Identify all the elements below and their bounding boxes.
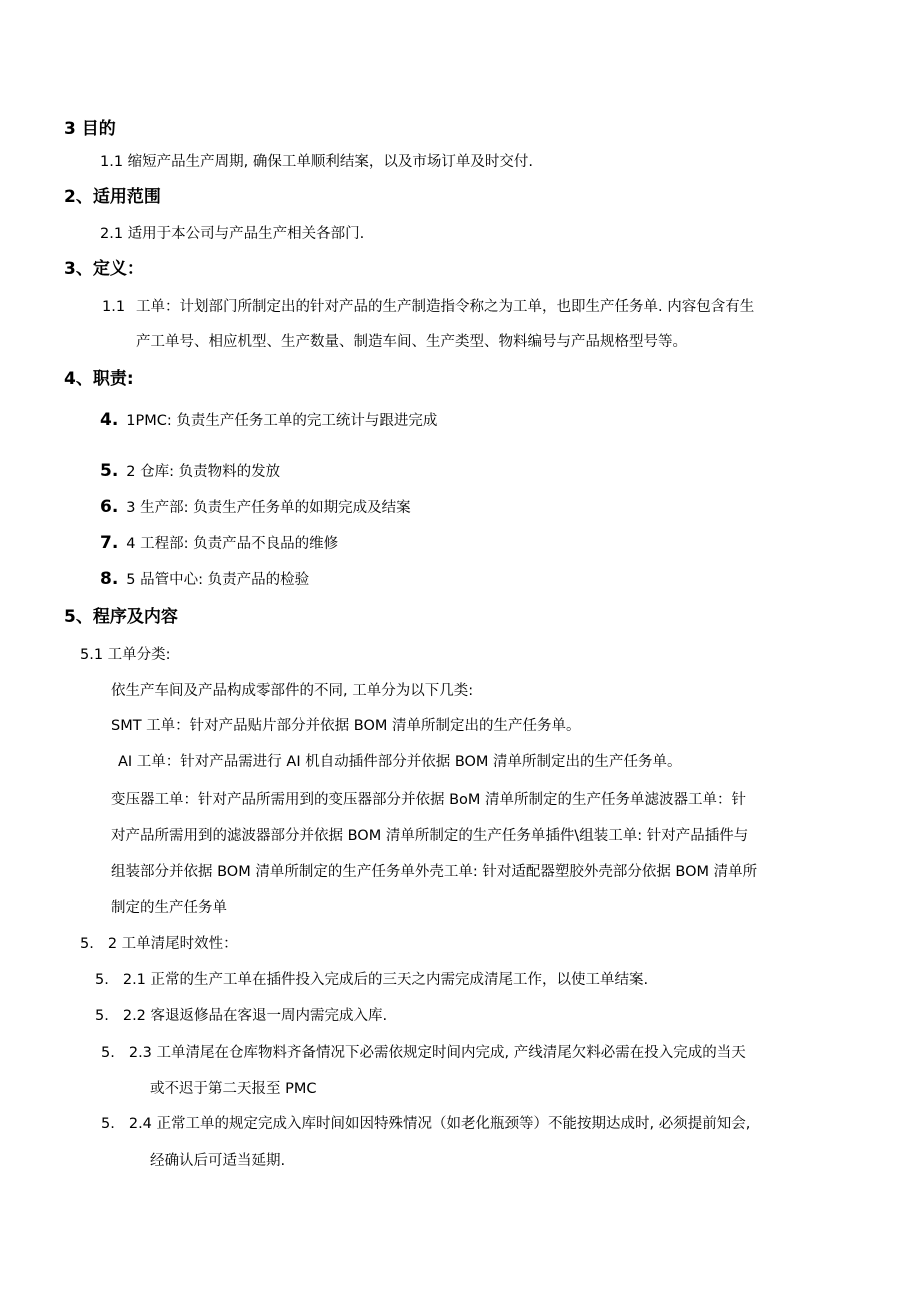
subheading-work-order-types: 5.1 工单分类: xyxy=(80,647,171,663)
cleanup-item xyxy=(101,1043,746,1063)
purpose-item: 1.1 缩短产品生产周期, 确保工单顺利结案，以及市场订单及时交付. xyxy=(100,154,533,170)
heading-responsibilities: 4、职责: xyxy=(64,369,134,389)
cleanup-item-text: 2.3 工单清尾在仓库物料齐备情况下必需依规定时间内完成, 产线清尾欠料必需在投入完成的当天 xyxy=(128,1045,746,1061)
work-order-paragraph-line: 对产品所需用到的滤波器部分并依据 BOM 清单所制定的生产任务单插件\组装工单: 针对产品插件与 xyxy=(111,828,749,844)
cleanup-item-number: 5. xyxy=(101,1045,115,1061)
work-order-paragraph-line: 组装部分并依据 BOM 清单所制定的生产任务单外壳工单: 针对适配器塑胶外壳部分依据 BOM 清单所 xyxy=(111,864,758,880)
smt-work-order: SMT 工单：针对产品贴片部分并依据 BOM 清单所制定出的生产任务单。 xyxy=(111,718,581,734)
subheading-cleanup-text: 2 工单清尾时效性： xyxy=(107,936,238,952)
cleanup-item-text: 2.1 正常的生产工单在插件投入完成后的三天之内需完成清尾工作，以使工单结案. xyxy=(122,972,649,988)
cleanup-item xyxy=(101,1114,750,1134)
responsibility-text: 4 工程部: 负责产品不良品的维修 xyxy=(126,536,339,552)
responsibility-text: 5 品管中心: 负责产品的检验 xyxy=(126,572,310,588)
cleanup-item-continuation: 经确认后可适当延期. xyxy=(150,1153,286,1169)
responsibility-item xyxy=(100,461,280,482)
responsibility-number: 5. xyxy=(100,461,119,481)
responsibility-item xyxy=(100,569,309,590)
cleanup-item-number: 5. xyxy=(95,1008,109,1024)
cleanup-item-number: 5. xyxy=(101,1116,115,1132)
definition-item-line2: 产工单号、相应机型、生产数量、制造车间、生产类型、物料编号与产品规格型号等。 xyxy=(136,334,687,350)
work-order-paragraph-line: 变压器工单：针对产品所需用到的变压器部分并依据 BoM 清单所制定的生产任务单滤波器工单：针 xyxy=(111,792,747,808)
heading-definition: 3、定义： xyxy=(64,259,144,279)
responsibility-number: 8. xyxy=(100,569,119,589)
cleanup-item-text: 2.2 客退返修品在客退一周内需完成入库. xyxy=(122,1008,388,1024)
cleanup-item xyxy=(95,1006,387,1026)
responsibility-text: 1PMC: 负责生产任务工单的完工统计与跟进完成 xyxy=(126,413,438,429)
definition-item-line1: 工单：计划部门所制定出的针对产品的生产制造指令称之为工单，也即生产任务单. 内容包含有生 xyxy=(136,299,755,315)
responsibility-number: 4. xyxy=(100,410,119,430)
subheading-cleanup xyxy=(80,934,238,954)
responsibility-text: 2 仓库: 负责物料的发放 xyxy=(126,464,281,480)
responsibility-item xyxy=(100,497,411,518)
cleanup-item-continuation: 或不迟于第二天报至 PMC xyxy=(150,1081,317,1097)
work-order-intro: 依生产车间及产品构成零部件的不同, 工单分为以下几类: xyxy=(111,683,474,699)
cleanup-item-text: 2.4 正常工单的规定完成入库时间如因特殊情况（如老化瓶颈等）不能按期达成时, 必须提前知会, xyxy=(128,1116,751,1132)
responsibility-text: 3 生产部: 负责生产任务单的如期完成及结案 xyxy=(126,500,411,516)
responsibility-number: 7. xyxy=(100,533,119,553)
heading-procedure: 5、程序及内容 xyxy=(64,607,178,627)
heading-purpose: 3 目的 xyxy=(64,119,116,139)
ai-work-order: AI 工单：针对产品需进行 AI 机自动插件部分并依据 BOM 清单所制定出的生产任务单。 xyxy=(118,754,682,770)
responsibility-item xyxy=(100,533,338,554)
cleanup-item xyxy=(95,970,648,990)
work-order-paragraph-line: 制定的生产任务单 xyxy=(111,900,227,916)
responsibility-item xyxy=(100,410,437,431)
definition-item-number: 1.1 xyxy=(102,299,126,315)
subheading-cleanup-number: 5. xyxy=(80,936,94,952)
heading-scope: 2、适用范围 xyxy=(64,187,161,207)
cleanup-item-number: 5. xyxy=(95,972,109,988)
responsibility-number: 6. xyxy=(100,497,119,517)
scope-item: 2.1 适用于本公司与产品生产相关各部门. xyxy=(100,226,365,242)
